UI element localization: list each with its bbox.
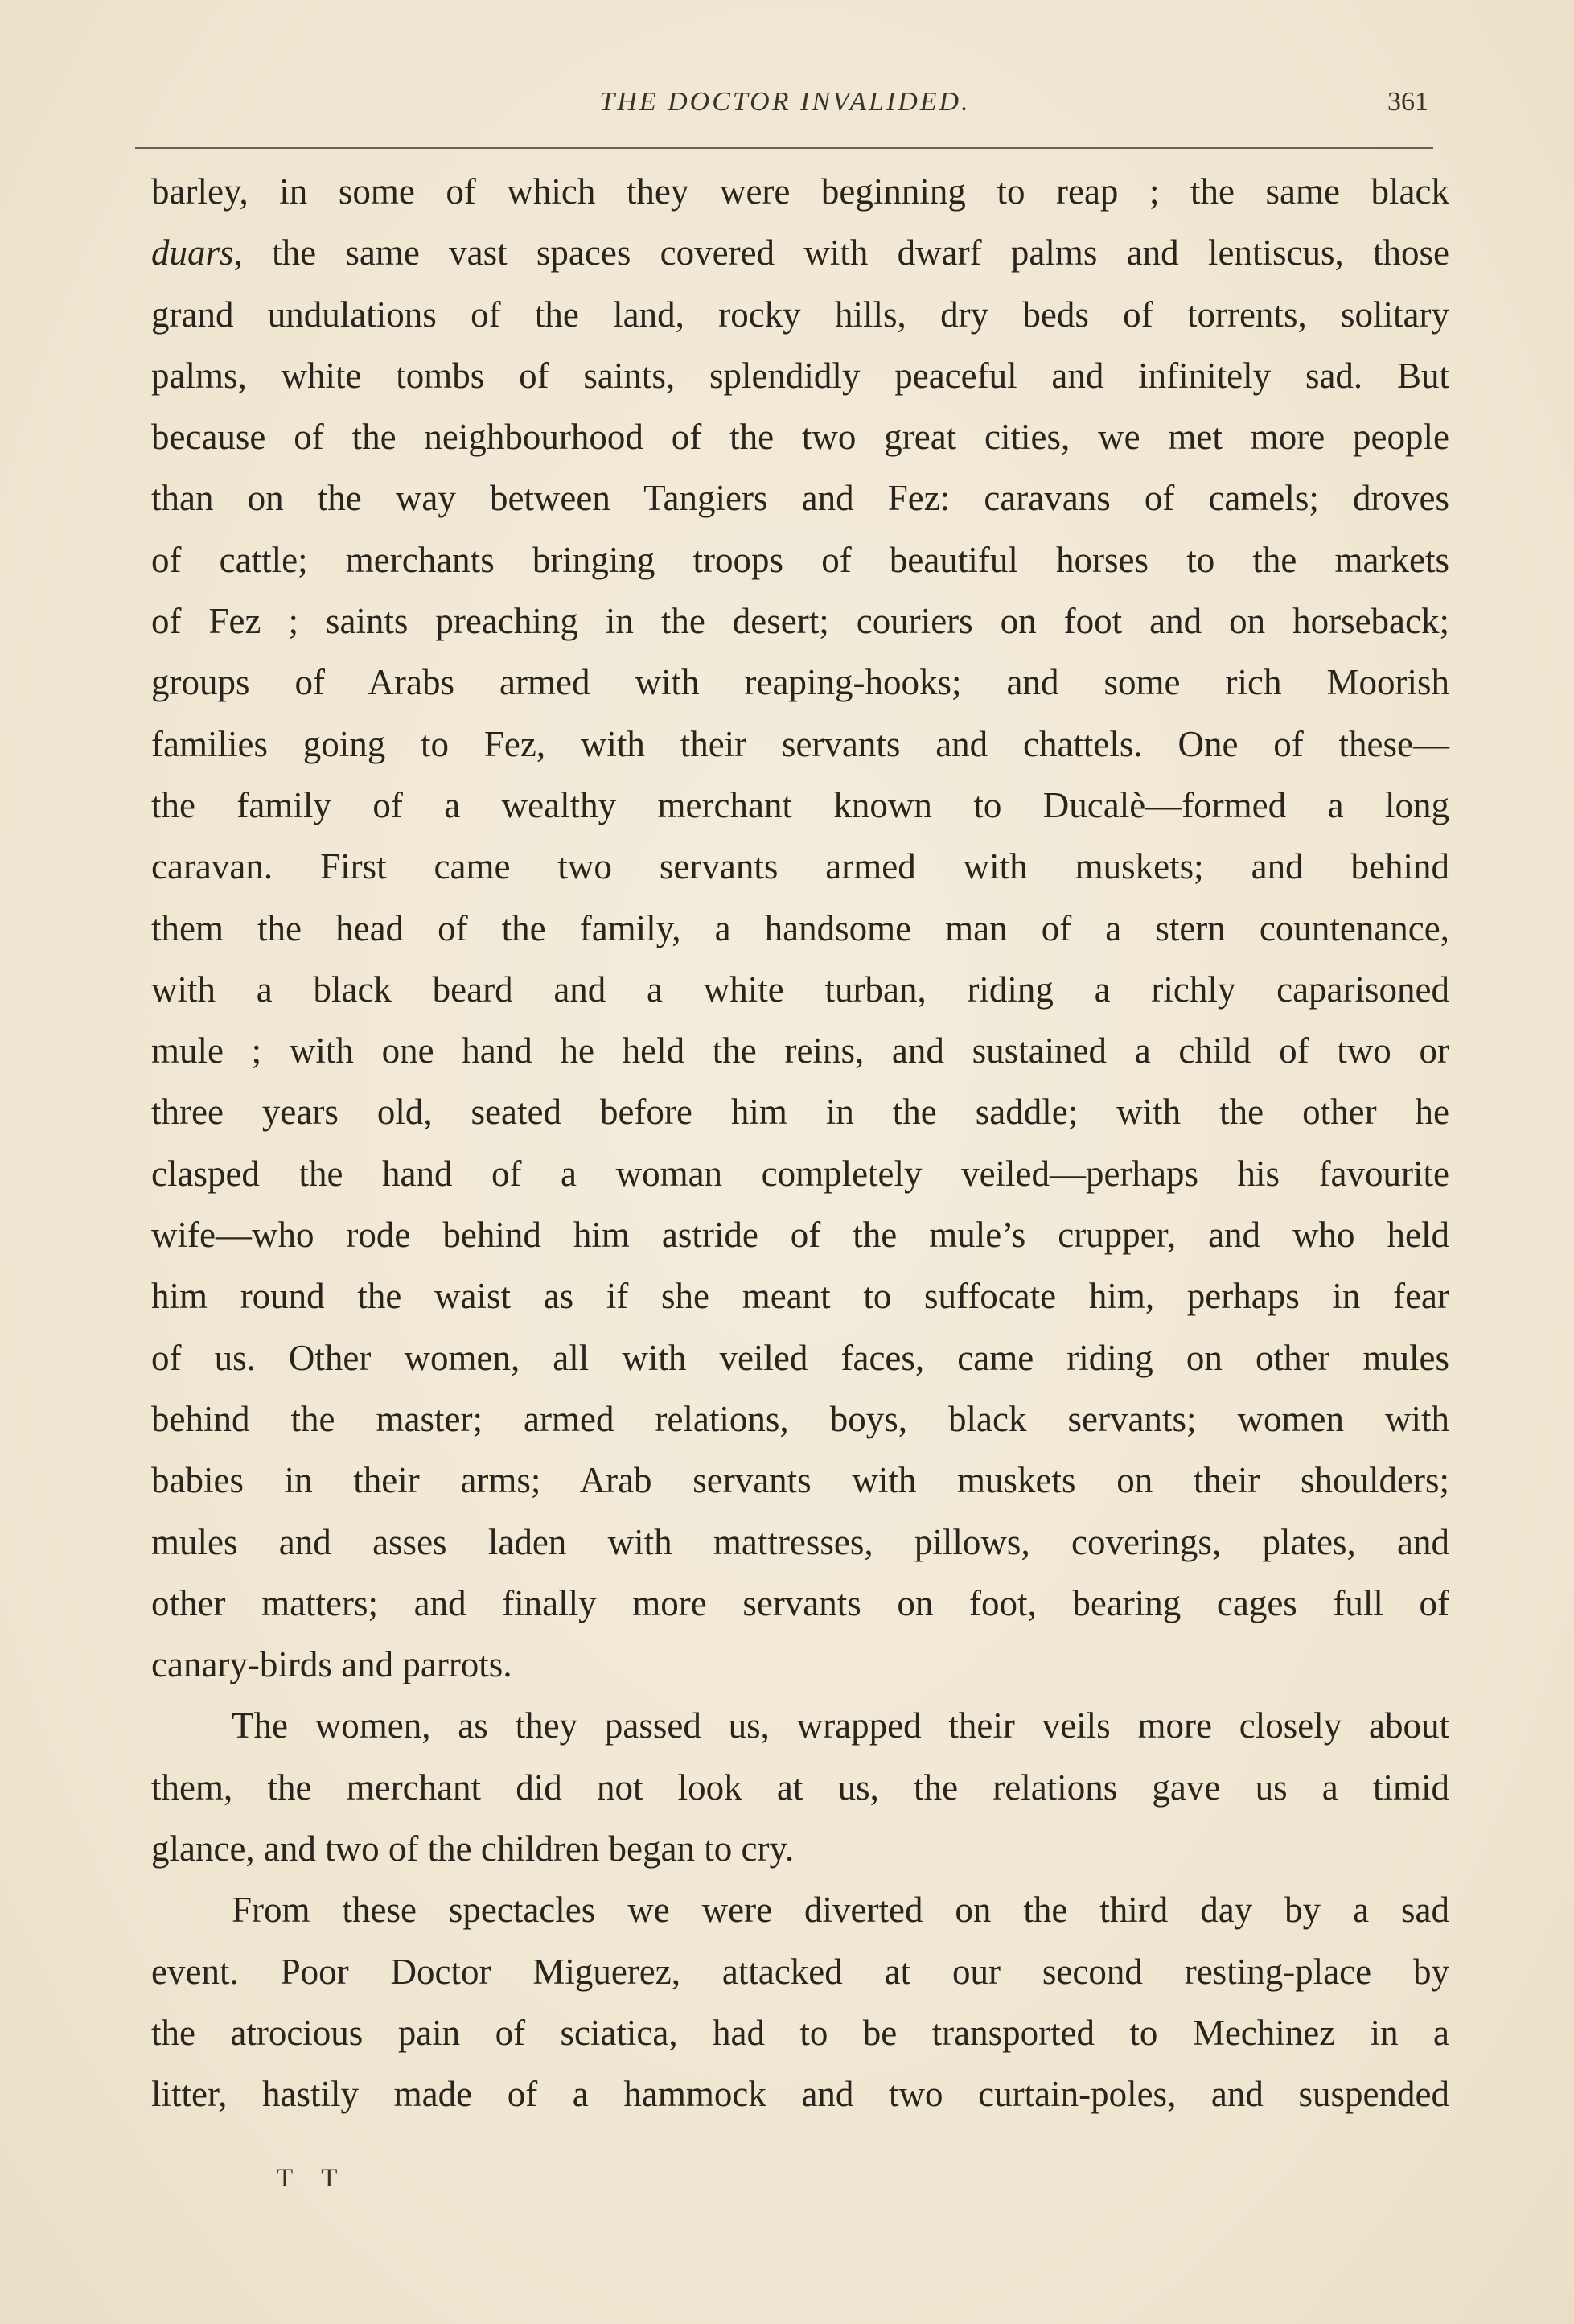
page-number: 361	[1387, 87, 1428, 117]
text-line: wife—who rode behind him astride of the mule’s crupper, and who held	[151, 1215, 1449, 1256]
text-line: him round the waist as if she meant to suffocate him, perhaps in fear	[151, 1276, 1449, 1317]
text-line: the family of a wealthy merchant known to Ducalè—formed a long	[151, 784, 1449, 825]
text-line: families going to Fez, with their servants and chattels. One of these—	[151, 723, 1449, 764]
text-line: babies in their arms; Arab servants with muskets on their shoulders;	[151, 1460, 1449, 1501]
text-line: them, the merchant did not look at us, the relations gave us a timid	[151, 1767, 1449, 1808]
text-line: with a black beard and a white turban, riding a richly caparisoned	[151, 969, 1449, 1010]
text-line: palms, white tombs of saints, splendidly peaceful and infinitely sad. But	[151, 355, 1449, 396]
text-line: barley, in some of which they were beginning to reap ; the same black	[151, 171, 1449, 212]
text-line: of cattle; merchants bringing troops of beautiful horses to the markets	[151, 539, 1449, 580]
text-line-paragraph-end: glance, and two of the children began to cry.	[151, 1828, 795, 1869]
text-line: litter, hastily made of a hammock and two curtain-poles, and suspended	[151, 2074, 1449, 2115]
text-line: clasped the hand of a woman completely veiled—perhaps his favourite	[151, 1153, 1449, 1194]
text-line: of us. Other women, all with veiled faces, came riding on other mules	[151, 1337, 1449, 1378]
text-line: of Fez ; saints preaching in the desert; couriers on foot and on horseback;	[151, 601, 1449, 642]
text-line: event. Poor Doctor Miguerez, attacked at our second resting-place by	[151, 1951, 1449, 1992]
text-line-paragraph-start: From these spectacles we were diverted on the third day by a sad	[232, 1890, 1449, 1931]
page-header	[137, 87, 1433, 135]
header-rule	[135, 147, 1433, 149]
text-line: because of the neighbourhood of the two great cities, we met more people	[151, 417, 1449, 458]
text-line-paragraph-start: The women, as they passed us, wrapped their veils more closely about	[232, 1705, 1449, 1746]
text-line: mule ; with one hand he held the reins, and sustained a child of two or	[151, 1030, 1449, 1072]
text-line: caravan. First came two servants armed with muskets; and behind	[151, 846, 1449, 887]
body-text	[151, 161, 1449, 2125]
text-line: the atrocious pain of sciatica, had to be transported to Mechinez in a	[151, 2012, 1449, 2053]
italic-word: duars	[151, 232, 234, 274]
running-title: THE DOCTOR INVALIDED.	[599, 87, 971, 117]
text-line: grand undulations of the land, rocky hills, dry beds of torrents, solitary	[151, 294, 1449, 335]
text-line-paragraph-end: canary-birds and parrots.	[151, 1644, 512, 1685]
text-line: other matters; and finally more servants on foot, bearing cages full of	[151, 1582, 1449, 1623]
text-line: three years old, seated before him in the saddle; with the other he	[151, 1092, 1449, 1133]
text-line: groups of Arabs armed with reaping-hooks; and some rich Moorish	[151, 662, 1449, 703]
text-line: behind the master; armed relations, boys, black servants; women with	[151, 1398, 1449, 1439]
text-line: them the head of the family, a handsome man of a stern countenance,	[151, 907, 1449, 948]
signature-mark: T T	[277, 2164, 349, 2193]
text-line-italic-start: duars, the same vast spaces covered with dwarf palms and lentiscus, those	[151, 232, 1449, 274]
text-line: mules and asses laden with mattresses, pillows, coverings, plates, and	[151, 1521, 1449, 1562]
text-line: than on the way between Tangiers and Fez: caravans of camels; droves	[151, 478, 1449, 519]
